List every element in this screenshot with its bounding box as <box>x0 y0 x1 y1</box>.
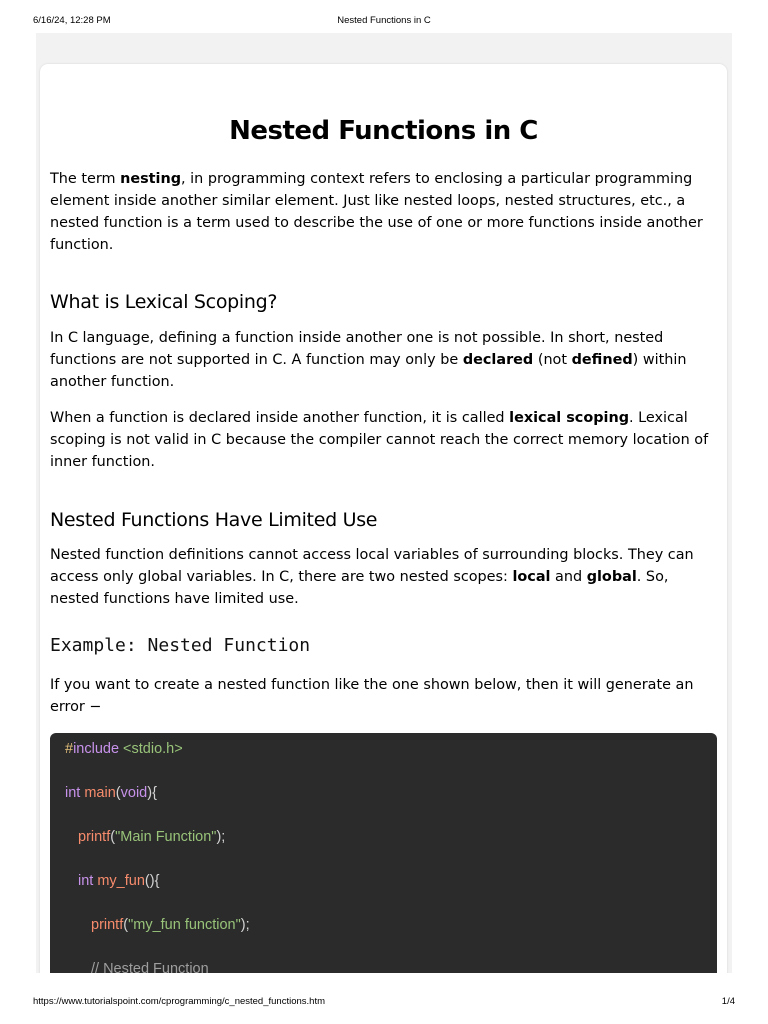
code-block <box>50 733 717 973</box>
lim-text-1: Nested function definitions cannot access local variables of surrounding blocks. They can access only global variables. In C, there are two nested scopes: <box>50 547 694 585</box>
lex-p1-text-1: In C language, defining a function inside another one is not possible. In short, nested functions are not supported in C. A function may only be <box>50 330 664 368</box>
section-heading-limited-use: Nested Functions Have Limited Use <box>50 509 378 531</box>
limited-use-paragraph <box>50 544 720 610</box>
code-token: "my_fun function" <box>128 917 241 933</box>
example-paragraph: If you want to create a nested function like the one shown below, then it will generate an error − <box>50 677 694 715</box>
code-token: // Nested Function <box>91 961 209 973</box>
code-token: printf <box>91 917 124 933</box>
print-header <box>33 15 735 29</box>
code-token: printf <box>78 829 111 845</box>
print-page-number: 1/4 <box>721 996 735 1007</box>
code-line-my-fun <box>78 873 159 889</box>
code-token: # <box>65 741 74 757</box>
code-token: main <box>80 785 116 801</box>
lex-p2-bold-lexical-scoping: lexical scoping <box>509 410 629 426</box>
code-line-comment <box>91 961 209 973</box>
print-url: https://www.tutorialspoint.com/cprogramming/c_nested_functions.htm <box>33 996 325 1007</box>
code-token: int <box>65 785 81 801</box>
code-token: ( <box>123 917 129 933</box>
print-footer <box>33 996 735 1010</box>
code-line-printf-my-fun <box>91 917 250 933</box>
code-line-main <box>65 785 157 801</box>
code-token: ( <box>110 829 116 845</box>
code-line-printf-main <box>78 829 225 845</box>
lex-p1-text-3: ) within another function. <box>50 352 687 390</box>
lim-bold-local: local <box>512 569 551 585</box>
code-token: ( <box>115 785 121 801</box>
article-card <box>40 64 727 973</box>
intro-bold-nesting: nesting <box>120 171 182 187</box>
lexical-paragraph-1 <box>50 327 720 393</box>
lex-p1-text-2: (not <box>533 352 572 368</box>
code-token: void <box>120 785 148 801</box>
section-heading-lexical-scoping: What is Lexical Scoping? <box>50 291 278 313</box>
print-datetime: 6/16/24, 12:28 PM <box>33 15 111 26</box>
lexical-paragraph-2 <box>50 407 720 473</box>
code-token: ){ <box>147 785 157 801</box>
code-token: (){ <box>144 873 160 889</box>
lex-p2-text-2: . Lexical scoping is not valid in C because the compiler cannot reach the correct memory location of inner function. <box>50 410 709 470</box>
code-token: "Main Function" <box>115 829 217 845</box>
lex-p2-text-1: When a function is declared inside another function, it is called <box>50 410 510 426</box>
section-heading-example: Example: Nested Function <box>50 635 311 656</box>
code-token: ); <box>216 829 226 845</box>
lim-text-3: . So, nested functions have limited use. <box>50 569 669 607</box>
print-doc-title: Nested Functions in C <box>337 15 431 26</box>
code-token: include <box>73 741 120 757</box>
lim-bold-global: global <box>586 569 637 585</box>
page-background <box>36 33 732 973</box>
intro-text-1: The term <box>50 171 121 187</box>
intro-paragraph <box>50 168 720 256</box>
page-title: Nested Functions in C <box>229 116 538 146</box>
code-token: my_fun <box>93 873 145 889</box>
code-token: ); <box>240 917 250 933</box>
intro-text-2: , in programming context refers to enclosing a particular programming element inside another similar element. Just like nested loops, nested structures, etc., a nested function is a term used to describe the use of one or more functions inside another function. <box>50 171 703 253</box>
lim-text-2: and <box>550 569 587 585</box>
code-line-include <box>65 741 183 757</box>
lex-p1-bold-defined: defined <box>571 352 633 368</box>
lex-p1-bold-declared: declared <box>462 352 534 368</box>
code-token: <stdio.h> <box>119 741 183 757</box>
code-token: int <box>78 873 94 889</box>
